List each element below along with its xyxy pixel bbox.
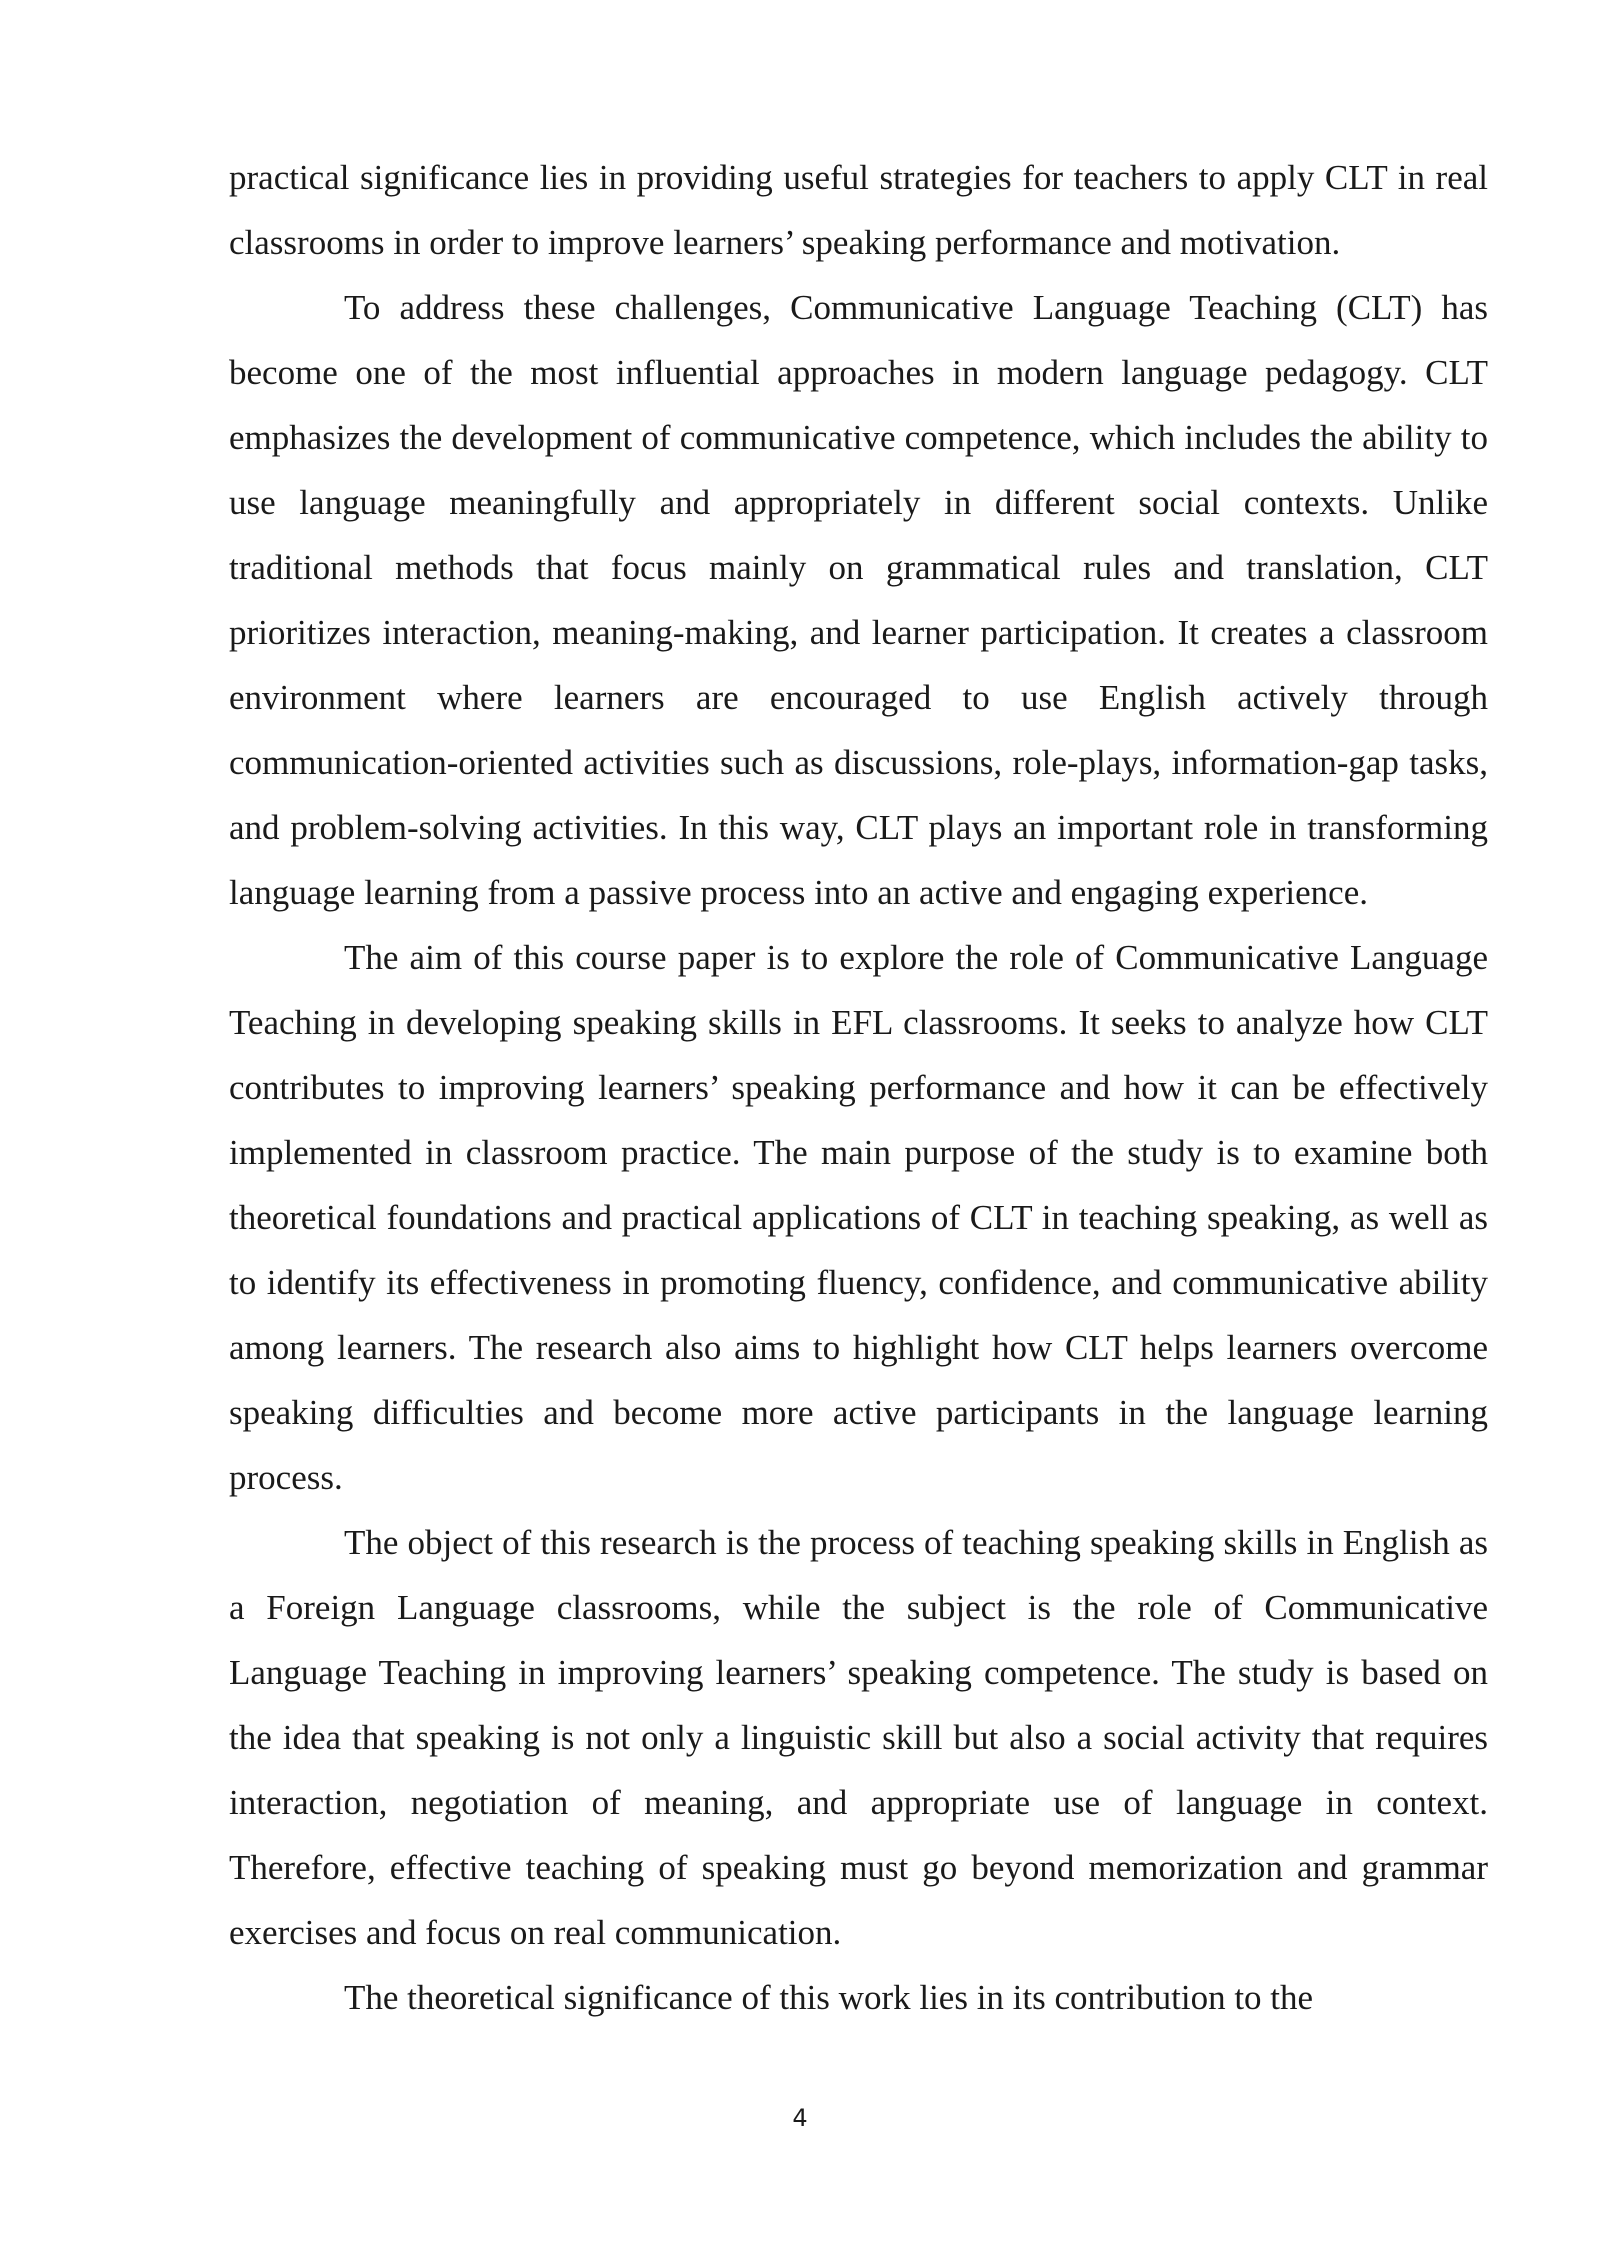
paragraph-clt-challenges: To address these challenges, Communicative Language Teaching (CLT) has become one of the most influential approaches in modern language pedagogy. CLT emphasizes the development of communicative competence, which includes the ability to use language meaningfully and appropriately in different social contexts. Unlike traditional methods that focus mainly on grammatical rules and translation, CLT prioritizes interaction, meaning-making, and learner participation. It creates a classroom environment where learners are encouraged to use English actively through communication-oriented activities such as discussions, role-plays, information-gap tasks, and problem-solving activities. In this way, CLT plays an important role in transforming language learning from a passive process into an active and engaging experience. [229, 288, 1488, 912]
body-text [229, 145, 1488, 2030]
paragraph-object-subject: The object of this research is the process of teaching speaking skills in English as a Foreign Language classrooms, while the subject is the role of Communicative Language Teaching in improving learners’ speaking competence. The study is based on the idea that speaking is not only a linguistic skill but also a social activity that requires interaction, negotiation of meaning, and appropriate use of language in context. Therefore, effective teaching of speaking must go beyond memorization and grammar exercises and focus on real communication. [229, 1523, 1488, 1952]
paragraph-practical-significance: practical significance lies in providing useful strategies for teachers to apply CLT in real classrooms in order to improve learners’ speaking performance and motivation. [229, 158, 1488, 262]
page-number: 4 [792, 2104, 808, 2132]
paragraph-aim: The aim of this course paper is to explore the role of Communicative Language Teaching in developing speaking skills in EFL classrooms. It seeks to analyze how CLT contributes to improving learners’ speaking performance and how it can be effectively implemented in classroom practice. The main purpose of the study is to examine both theoretical foundations and practical applications of CLT in teaching speaking, as well as to identify its effectiveness in promoting fluency, confidence, and communicative ability among learners. The research also aims to highlight how CLT helps learners overcome speaking difficulties and become more active participants in the language learning process. [229, 938, 1488, 1497]
paragraph-theoretical-significance: The theoretical significance of this work lies in its contribution to the [344, 1978, 1314, 2017]
